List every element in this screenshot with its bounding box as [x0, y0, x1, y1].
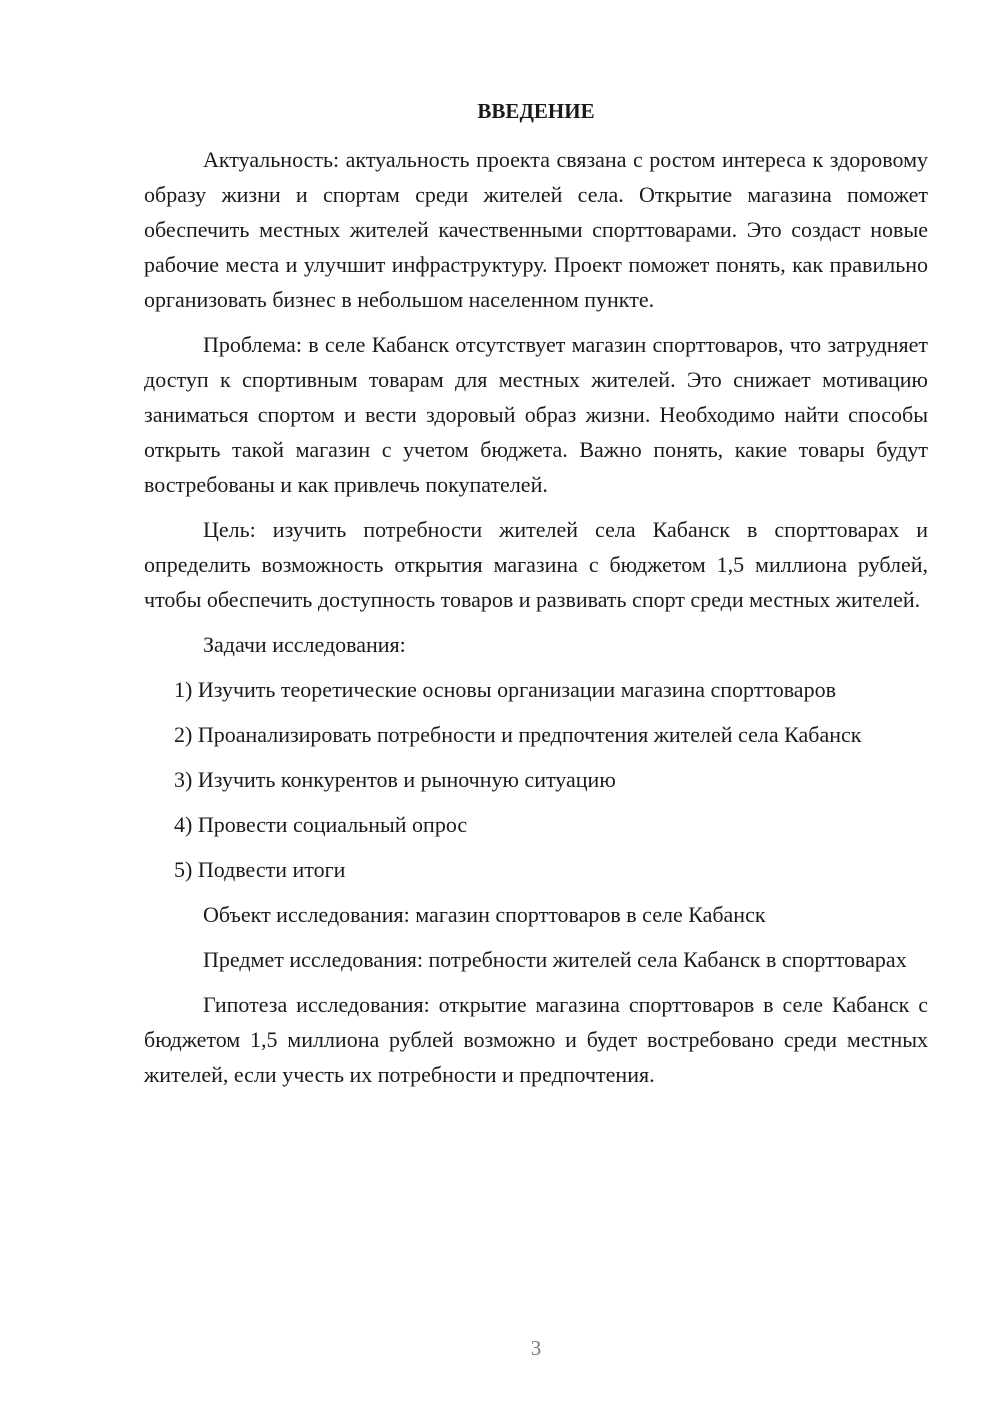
paragraph-relevance: Актуальность: актуальность проекта связана с ростом интереса к здоровому образу жизни и спортам среди жителей села. Открытие магазина поможет обеспечить местных жителей качественными спорттоварами. Это создаст новые рабочие места и улучшит инфраструктуру. Проект поможет понять, как правильно организовать бизнес в небольшом населенном пункте.	[144, 147, 928, 312]
task-item: 2) Проанализировать потребности и предпочтения жителей села Кабанск	[174, 722, 862, 747]
tasks-heading: Задачи исследования:	[203, 632, 406, 657]
paragraph-hypothesis: Гипотеза исследования: открытие магазина спорттоваров в селе Кабанск с бюджетом 1,5 миллиона рублей возможно и будет востребовано среди местных жителей, если учесть их потребности и предпочтения.	[144, 992, 928, 1087]
paragraph-goal: Цель: изучить потребности жителей села Кабанск в спорттоварах и определить возможность открытия магазина с бюджетом 1,5 миллиона рублей, чтобы обеспечить доступность товаров и развивать спорт среди местных жителей.	[144, 517, 928, 612]
task-item: 1) Изучить теоретические основы организации магазина спорттоваров	[174, 677, 836, 702]
task-item: 5) Подвести итоги	[174, 857, 346, 882]
page-number: 3	[530, 1336, 542, 1360]
paragraph-object: Объект исследования: магазин спорттоваров в селе Кабанск	[203, 902, 766, 927]
page-title: ВВЕДЕНИЕ	[477, 99, 595, 123]
paragraph-subject: Предмет исследования: потребности жителей села Кабанск в спорттоварах	[203, 947, 907, 972]
task-item: 3) Изучить конкурентов и рыночную ситуацию	[174, 767, 616, 792]
document-body	[144, 142, 928, 1102]
task-item: 4) Провести социальный опрос	[174, 812, 468, 837]
paragraph-problem: Проблема: в селе Кабанск отсутствует магазин спорттоваров, что затрудняет доступ к спортивным товарам для местных жителей. Это снижает мотивацию заниматься спортом и вести здоровый образ жизни. Необходимо найти способы открыть такой магазин с учетом бюджета. Важно понять, какие товары будут востребованы и как привлечь покупателей.	[144, 332, 928, 497]
